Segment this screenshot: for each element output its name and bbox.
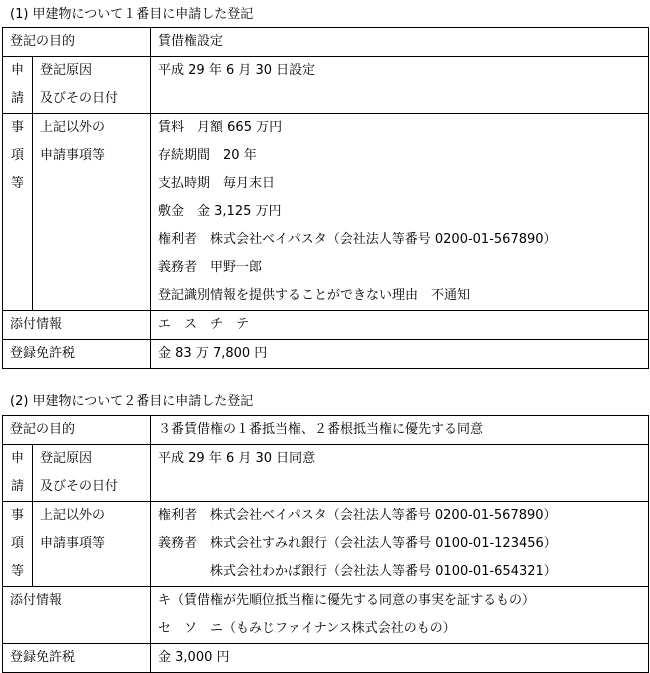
attachment-value — [151, 311, 649, 340]
cause-label-line: 及びその日付 — [40, 91, 119, 106]
attachment-line: エ ス チ テ — [158, 317, 250, 332]
other-matters-row — [3, 502, 649, 587]
other-matters-value — [151, 114, 649, 311]
tax-row — [3, 644, 649, 673]
cause-row — [3, 445, 649, 502]
matter-line: 敷金 金 3,125 万円 — [158, 204, 282, 219]
application-char: 申 — [10, 63, 24, 78]
cause-label-line: 及びその日付 — [40, 479, 119, 494]
matter-line: 権利者 株式会社ベイパスタ（会社法人等番号 0200-01-567890） — [158, 508, 557, 523]
matters-char: 等 — [10, 176, 24, 191]
attachment-line: キ（賃借権が先順位抵当権に優先する同意の事実を証するもの） — [158, 593, 536, 608]
purpose-label: 登記の目的 — [3, 28, 151, 57]
other-matters-label — [33, 502, 151, 587]
matter-line: 賃料 月額 665 万円 — [158, 120, 283, 135]
attachment-row — [3, 587, 649, 644]
cause-label-line: 登記原因 — [40, 451, 93, 466]
cause-row — [3, 57, 649, 114]
other-matters-label — [33, 114, 151, 311]
matters-char: 事 — [10, 508, 24, 523]
matters-char: 項 — [10, 536, 24, 551]
purpose-row — [3, 28, 649, 57]
application-char: 請 — [10, 479, 24, 494]
application-char: 請 — [10, 91, 24, 106]
other-label-line: 上記以外の — [40, 508, 106, 523]
matters-char: 項 — [10, 148, 24, 163]
matters-label — [3, 502, 33, 587]
other-label-line: 申請事項等 — [40, 536, 106, 551]
matter-line: 支払時期 毎月末日 — [158, 176, 276, 191]
matters-label — [3, 114, 33, 311]
purpose-value: ３番賃借権の１番抵当権、２番根抵当権に優先する同意 — [151, 416, 649, 445]
matter-line: 株式会社わかば銀行（会社法人等番号 0100-01-654321） — [158, 564, 557, 579]
purpose-value: 賃借権設定 — [151, 28, 649, 57]
matter-line: 義務者 株式会社すみれ銀行（会社法人等番号 0100-01-123456） — [158, 536, 557, 551]
section-1-table — [2, 27, 649, 369]
cause-value: 平成 29 年 6 月 30 日設定 — [151, 57, 649, 114]
section-2-table — [2, 415, 649, 673]
application-char: 申 — [10, 451, 24, 466]
other-label-line: 上記以外の — [40, 120, 106, 135]
other-label-line: 申請事項等 — [40, 148, 106, 163]
tax-value: 金 3,000 円 — [151, 644, 649, 673]
section-1-heading: (1) 甲建物について１番目に申請した登記 — [10, 7, 254, 22]
tax-value: 金 83 万 7,800 円 — [151, 340, 649, 369]
other-matters-value — [151, 502, 649, 587]
matters-char: 等 — [10, 564, 24, 579]
tax-row — [3, 340, 649, 369]
matter-line: 存続期間 20 年 — [158, 148, 257, 163]
purpose-label: 登記の目的 — [3, 416, 151, 445]
section-2-heading: (2) 甲建物について２番目に申請した登記 — [10, 394, 254, 409]
tax-label: 登録免許税 — [3, 340, 151, 369]
cause-label — [33, 57, 151, 114]
matter-line: 権利者 株式会社ベイパスタ（会社法人等番号 0200-01-567890） — [158, 232, 557, 247]
cause-label — [33, 445, 151, 502]
matter-line: 登記識別情報を提供することができない理由 不通知 — [158, 288, 471, 303]
other-matters-row — [3, 114, 649, 311]
purpose-row — [3, 416, 649, 445]
attachment-label: 添付情報 — [3, 587, 151, 644]
matter-line: 義務者 甲野一郎 — [158, 260, 263, 275]
tax-label: 登録免許税 — [3, 644, 151, 673]
matters-char: 事 — [10, 120, 24, 135]
attachment-label: 添付情報 — [3, 311, 151, 340]
attachment-line: セ ソ ニ（もみじファイナンス株式会社のもの） — [158, 621, 456, 636]
application-label — [3, 445, 33, 502]
attachment-value — [151, 587, 649, 644]
attachment-row — [3, 311, 649, 340]
application-label — [3, 57, 33, 114]
cause-label-line: 登記原因 — [40, 63, 93, 78]
cause-value: 平成 29 年 6 月 30 日同意 — [151, 445, 649, 502]
